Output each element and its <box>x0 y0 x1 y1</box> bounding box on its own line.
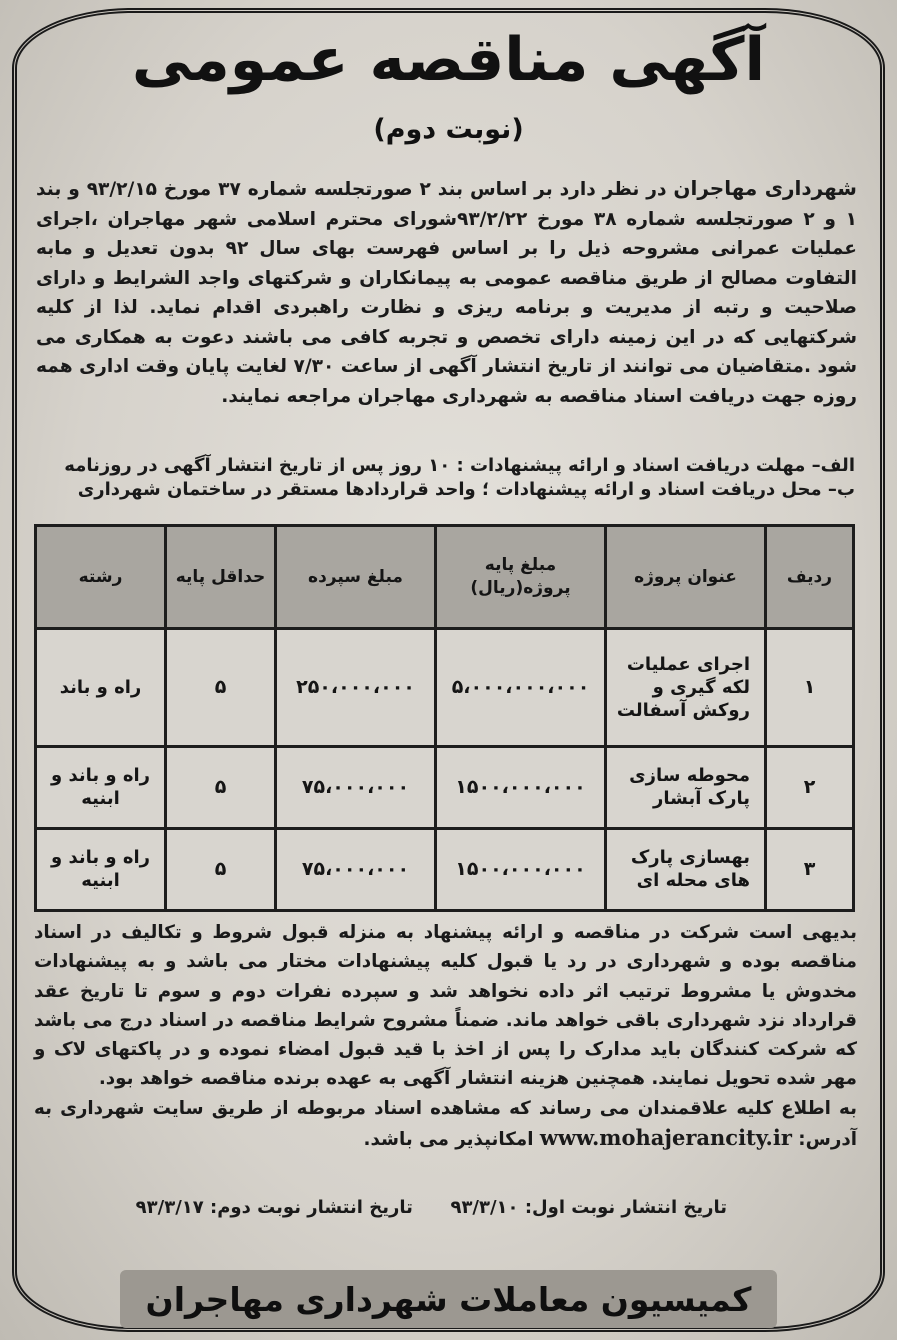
intro-paragraph <box>36 174 857 411</box>
cell-base-amount: ۱۵۰۰،۰۰۰،۰۰۰ <box>436 828 606 910</box>
cell-title: بهسازی پارک های محله ای <box>606 828 766 910</box>
col-header-base-amount: مبلغ پایه پروژه(ریال) <box>436 526 606 629</box>
second-date: ۹۳/۳/۱۷ <box>135 1197 204 1218</box>
cell-row-no: ۱ <box>766 629 854 747</box>
cell-min-grade: ۵ <box>166 629 276 747</box>
projects-table <box>34 524 855 912</box>
cell-field: راه و باند و ابنیه <box>36 828 166 910</box>
cell-field: راه و باند <box>36 629 166 747</box>
col-header-field: رشته <box>36 526 166 629</box>
notes-block <box>60 454 855 502</box>
table-row <box>36 629 854 747</box>
committee-name: کمیسیون معاملات شهرداری مهاجران <box>145 1279 752 1319</box>
note-a: الف– مهلت دریافت اسناد و ارائه پیشنهادات : ۱۰ روز پس از تاریخ انتشار آگهی در روزنامه <box>64 455 855 476</box>
first-date: ۹۳/۳/۱۰ <box>450 1197 519 1218</box>
terms-body: بدیهی است شرکت در مناقصه و ارائه پیشنهاد به منزله قبول شروط و تکالیف در اسناد مناقصه بوده و شهرداری در رد یا قبول کلیه پیشنهادات مختار می باشد و به پیشنهادات مخدوش یا مشروط ترتیب اثر داده نخواهد شد و سپرده نفرات دوم و سوم تا تاریخ عقد قرارداد نزد شهرداری باقی خواهد ماند. ضمناً مشروح شرایط مناقصه در اسناد درج می باشد که شرکت کنندگان باید مدارک را پس از اخذ با قید قبول امضاء نموده و در پاکتهای لاک و مهر شده تحویل نمایند. همچنین هزینه انتشار آگهی به عهده برنده مناقصه خواهد بود. <box>34 922 857 1090</box>
cell-title: اجرای عملیات لکه گیری و روکش آسفالت <box>606 629 766 747</box>
cell-deposit: ۷۵،۰۰۰،۰۰۰ <box>276 746 436 828</box>
ad-title: آگهی مناقصه عمومی <box>131 25 766 95</box>
table-row <box>36 828 854 910</box>
intro-body: در نظر دارد بر اساس بند ۲ صورتجلسه شماره ۳۷ مورخ ۹۳/۲/۱۵ و بند ۱ و ۲ صورتجلسه شماره ۳۸ مورخ ۹۳/۲/۲۲شورای محترم اسلامی شهر مهاجران ،اجرای عملیات عمرانی مشروحه ذیل را بر اساس فهرست بهای سال ۹۲ بدون تعدیل و مابه التفاوت مصالح از طریق مناقصه عمومی به پیمانکاران و شرکتهای واجد الشرایط و دارای صلاحیت و رتبه از مدیریت و برنامه ریزی و نظارت راهبردی اقدام نماید. لذا از کلیه شرکتهایی که در این زمینه دارای تخصص و تجربه کافی می باشند دعوت به همکاری می شود .متقاضیان می توانند از تاریخ انتشار آگهی از ساعت ۷/۳۰ لغایت پایان وقت اداری همه روزه جهت دریافت اسناد مناقصه به شهرداری مهاجران مراجعه نمایند. <box>36 179 857 407</box>
cell-row-no: ۲ <box>766 746 854 828</box>
table-header-row <box>36 526 854 629</box>
cell-base-amount: ۱۵۰۰،۰۰۰،۰۰۰ <box>436 746 606 828</box>
col-header-deposit: مبلغ سپرده <box>276 526 436 629</box>
second-date-label: تاریخ انتشار نوبت دوم: <box>210 1197 413 1218</box>
terms-paragraph <box>34 918 857 1154</box>
cell-field: راه و باند و ابنیه <box>36 746 166 828</box>
note-b: ب– محل دریافت اسناد و ارائه پیشنهادات ؛ واحد قراردادها مستقر در ساختمان شهرداری <box>77 479 855 500</box>
cell-title: محوطه سازی پارک آبشار <box>606 746 766 828</box>
cell-base-amount: ۵،۰۰۰،۰۰۰،۰۰۰ <box>436 629 606 747</box>
website-url: www.mohajerancity.ir <box>539 1125 792 1151</box>
table-row <box>36 746 854 828</box>
website-info <box>34 1094 857 1155</box>
first-date-label: تاریخ انتشار نوبت اول: <box>524 1197 727 1218</box>
col-header-min-grade: حداقل پایه <box>166 526 276 629</box>
cell-deposit: ۲۵۰،۰۰۰،۰۰۰ <box>276 629 436 747</box>
col-header-row-no: ردیف <box>766 526 854 629</box>
municipality-name: شهرداری مهاجران <box>673 176 857 200</box>
cell-deposit: ۷۵،۰۰۰،۰۰۰ <box>276 828 436 910</box>
publish-dates <box>40 1194 727 1222</box>
cell-min-grade: ۵ <box>166 828 276 910</box>
col-header-title: عنوان پروژه <box>606 526 766 629</box>
ad-subtitle: (نوبت دوم) <box>373 114 524 145</box>
website-info-text: به اطلاع کلیه علاقمندان می رساند که مشاهده اسناد مربوطه از طریق سایت شهرداری به آدرس: <box>34 1097 857 1151</box>
cell-row-no: ۳ <box>766 828 854 910</box>
website-info-end: امکانپذیر می باشد. <box>363 1129 534 1151</box>
cell-min-grade: ۵ <box>166 746 276 828</box>
committee-banner <box>120 1270 777 1328</box>
